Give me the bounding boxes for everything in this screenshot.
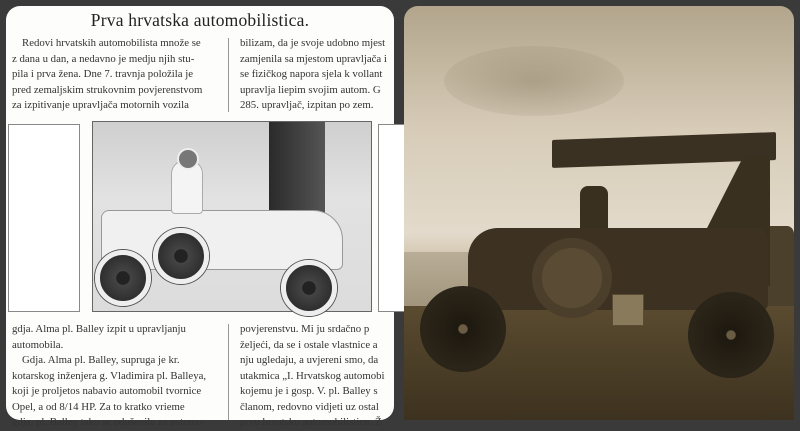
article-column-top-right (240, 36, 394, 114)
text-line: za izpitivanje upravljača motornih vozila (12, 99, 189, 111)
article-title: Prva hrvatska automobilistica. (90, 10, 310, 30)
text-line: se fizičkog napora sjela k vollant (240, 68, 383, 80)
car-wheel-rear (95, 250, 151, 306)
text-line: gdja. Alma pl. Balley izpit u upravljanju (12, 323, 186, 335)
sepia-car-photo-panel (404, 6, 794, 420)
car-wheel-rear (688, 292, 774, 378)
text-line: povjerenstvu. Mi ju srdačno p (240, 323, 370, 335)
driver-figure (580, 186, 608, 230)
text-line: zamjenila sa mjestom upravljača i (240, 52, 387, 65)
spare-tire (532, 238, 612, 318)
car-wheel-front (420, 286, 506, 372)
text-line: automobila. (12, 338, 64, 351)
text-line: Redovi hrvatskih automobilista množe se (22, 37, 201, 49)
text-line: prvu hrvatsku automobilisticu. Ž (240, 416, 382, 428)
text-line: nju ugledaju, a uvjereni smo, da (240, 354, 379, 366)
text-line: koji je proljetos nabavio automobil tvornice (12, 385, 202, 397)
text-line: upravlja liepim svojim autom. G (240, 83, 381, 96)
running-board-case (612, 294, 644, 326)
text-line: z dana u dan, a nedavno je medju njih stu- (12, 52, 195, 65)
car-wheel-front (281, 260, 337, 316)
text-line: kotarskog inženjera g. Vladimira pl. Balleya, (12, 369, 207, 382)
text-line: utakmica „I. Hrvatskog automobi (240, 369, 385, 382)
spare-wheel (153, 228, 209, 284)
text-line: gdja. pl. Balley tako se oduševila za automo- (12, 416, 206, 428)
driver-head (177, 148, 199, 170)
empty-frame-left (8, 124, 80, 312)
column-divider (228, 324, 229, 420)
text-line: bilizam, da je svoje udobno mjest (240, 37, 386, 49)
text-line: kojemu je i gosp. V. pl. Balley s (240, 385, 378, 397)
article-column-bottom-right (240, 322, 394, 431)
text-line: Gdja. Alma pl. Balley, supruga je kr. (22, 354, 180, 366)
text-line: Opel, a od 8/14 HP. Za to kratko vrieme (12, 400, 185, 413)
text-line: članom, redovno vidjeti uz ostal (240, 400, 379, 413)
article-column-bottom-left (12, 322, 228, 431)
text-line: pila i prva žena. Dne 7. travnja položila je (12, 68, 194, 80)
text-line: 285. upravljač, izpitan po zem. (240, 99, 374, 111)
newspaper-clipping-panel (6, 6, 394, 428)
column-divider (228, 38, 229, 112)
newspaper-car-photo (92, 121, 372, 312)
text-line: željeći, da se i ostale vlastnice a (240, 338, 378, 351)
sky-cloud (444, 46, 624, 116)
article-column-top-left (12, 36, 228, 114)
text-line: pred zemaljskim strukovnim povjerenstvom (12, 83, 203, 96)
